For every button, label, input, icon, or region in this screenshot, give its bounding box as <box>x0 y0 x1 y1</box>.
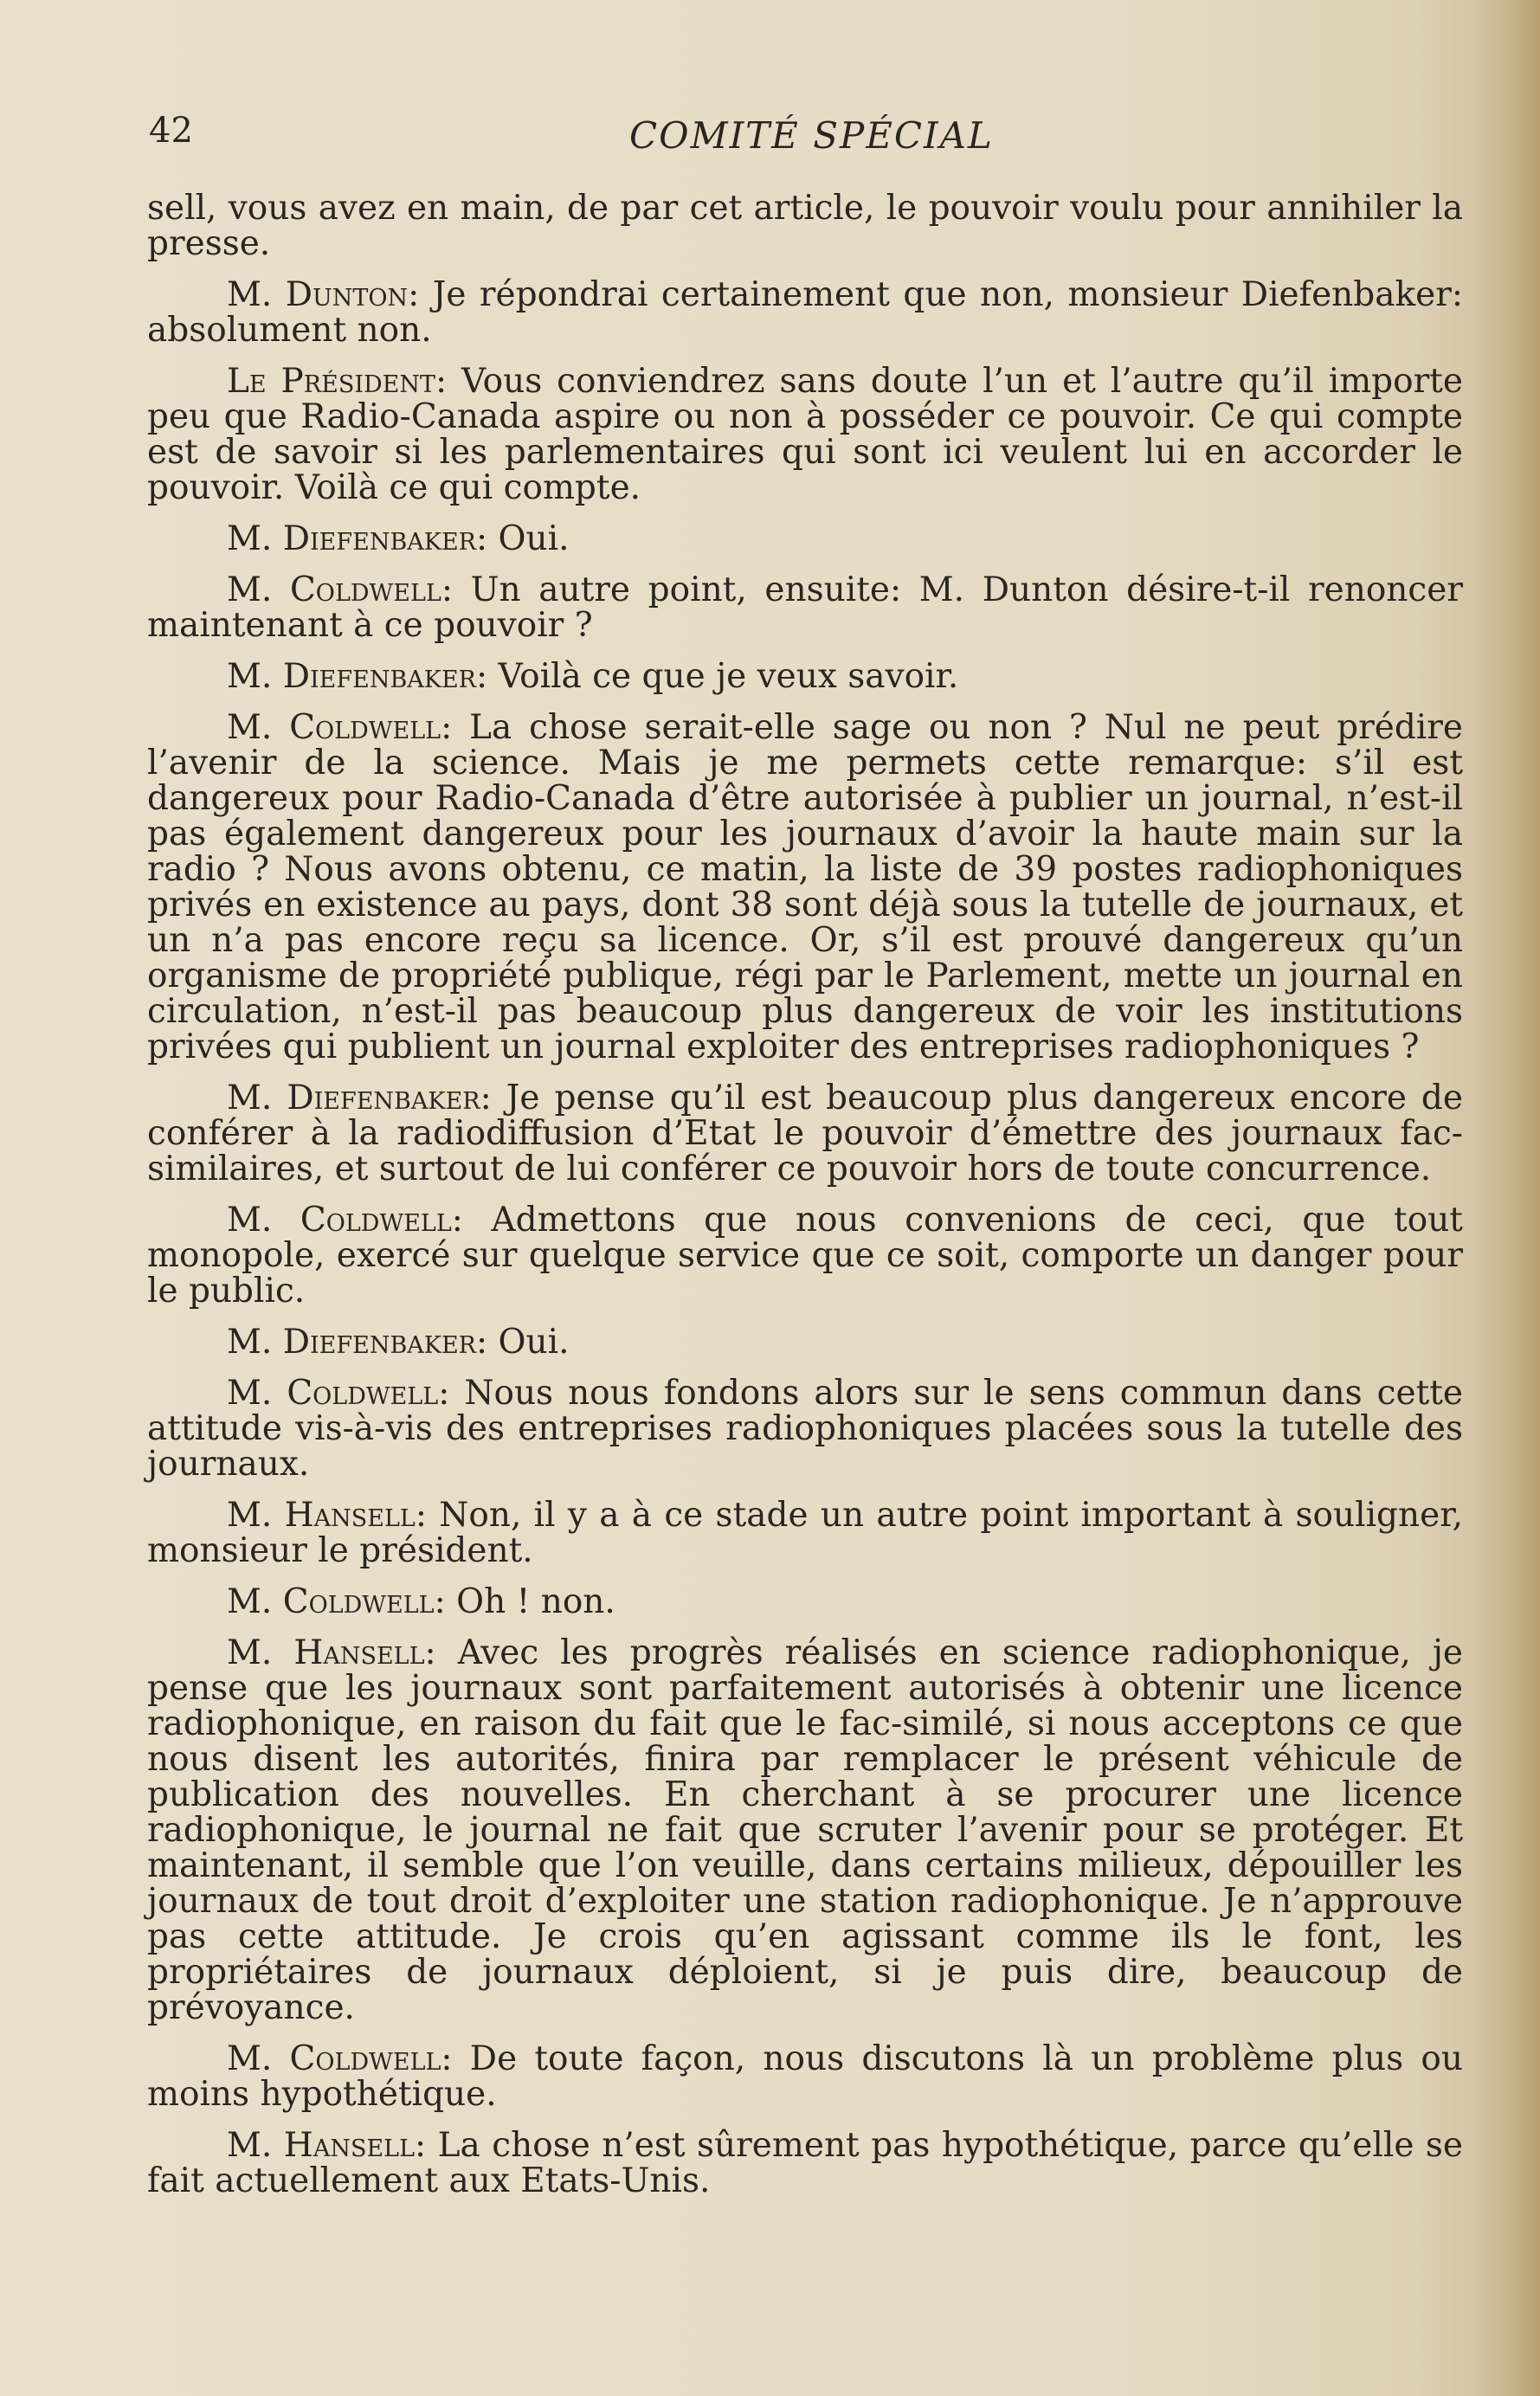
speaker-name: M. Coldwell: <box>227 1374 450 1413</box>
paragraph-text: Je répondrai certainement que non, monsieur Diefenbaker: absolument non. <box>147 275 1463 350</box>
paragraph <box>147 2128 1463 2199</box>
paragraph <box>147 521 1463 557</box>
paragraph <box>147 572 1463 643</box>
paragraph-text: De toute façon, nous discutons là un problème plus ou moins hypothétique. <box>147 2039 1463 2114</box>
paragraph-text: Vous conviendrez sans doute l’un et l’autre qu’il importe peu que Radio-Canada aspire ou non à posséder ce pouvoir. Ce qui compte est de savoir si les parlementaires qui sont ici veulent lui en accorder le pouvoir. Voilà ce qui compte. <box>147 362 1464 507</box>
speaker-name: M. Diefenbaker: <box>227 1079 492 1117</box>
paragraph <box>147 1324 1463 1360</box>
paragraph <box>147 710 1463 1065</box>
paragraph <box>147 659 1463 694</box>
paragraph-text: Un autre point, ensuite: M. Dunton désire-t-il renoncer maintenant à ce pouvoir ? <box>147 570 1463 645</box>
paragraph <box>147 1584 1463 1620</box>
paragraph <box>147 190 1463 261</box>
speaker-name: M. Hansell: <box>227 1633 436 1672</box>
paragraph-text: La chose serait-elle sage ou non ? Nul ne peut prédire l’avenir de la science. Mais je me permets cette remarque: s’il est dangereux pour Radio-Canada d’être autorisée à publier un journal, n’est-il pas également dangereux pour les journaux d’avoir la haute main sur la radio ? Nous avons obtenu, ce matin, la liste de 39 postes radiophoniques privés en existence au pays, dont 38 sont déjà sous la tutelle de journaux, et un n’a pas encore reçu sa licence. Or, s’il est prouvé dangereux qu’un organisme de propriété publique, régi par le Parlement, mette un journal en circulation, n’est-il pas beaucoup plus dangereux de voir les institutions privées qui publient un journal exploiter des entreprises radiophoniques ? <box>147 708 1463 1066</box>
paragraph <box>147 1202 1463 1309</box>
paragraph <box>147 1635 1463 2026</box>
speaker-name: Le Président: <box>227 362 448 401</box>
paragraph-text: Voilà ce que je veux savoir. <box>487 657 959 696</box>
paragraph-text: Oui. <box>487 1323 570 1362</box>
speaker-name: M. Coldwell: <box>227 2039 453 2078</box>
paragraph-text: Je pense qu’il est beaucoup plus dangereux encore de conférer à la radiodiffusion d’Etat le pouvoir d’émettre des journaux fac-similaires, et surtout de lui conférer ce pouvoir hors de toute concurrence. <box>147 1079 1463 1188</box>
speaker-name: M. Hansell: <box>227 2126 427 2165</box>
page-header <box>149 111 1447 163</box>
speaker-name: M. Coldwell: <box>227 1582 446 1621</box>
page-number: 42 <box>149 111 193 151</box>
paragraph-text: La chose n’est sûrement pas hypothétique, parce qu’elle se fait actuellement aux Etats-Unis. <box>147 2126 1463 2200</box>
paragraph-text: Nous nous fondons alors sur le sens commun dans cette attitude vis-à-vis des entreprises radiophoniques placées sous la tutelle des journaux. <box>147 1374 1463 1484</box>
speaker-name: M. Coldwell: <box>227 570 453 609</box>
speaker-name: M. Hansell: <box>227 1496 427 1535</box>
paragraph-text: Avec les progrès réalisés en science radiophonique, je pense que les journaux sont parfaitement autorisés à obtenir une licence radiophonique, en raison du fait que le fac-similé, si nous acceptons ce que nous disent les autorités, finira par remplacer le présent véhicule de publication des nouvelles. En cherchant à se procurer une licence radiophonique, le journal ne fait que scruter l’avenir pour se protéger. Et maintenant, il semble que l’on veuille, dans certains milieux, dépouiller les journaux de tout droit d’exploiter une station radiophonique. Je n’approuve pas cette attitude. Je crois qu’en agissant comme ils le font, les propriétaires de journaux déploient, si je puis dire, beaucoup de prévoyance. <box>147 1633 1463 2027</box>
paragraph-text: Oui. <box>487 519 570 558</box>
paragraph-text: Non, il y a à ce stade un autre point important à souligner, monsieur le président. <box>147 1496 1463 1570</box>
paragraph <box>147 277 1463 348</box>
speaker-name: M. Diefenbaker: <box>227 657 488 696</box>
speaker-name: M. Diefenbaker: <box>227 1323 488 1362</box>
paragraph-text: Admettons que nous convenions de ceci, que tout monopole, exercé sur quelque service que ce soit, comporte un danger pour le public. <box>147 1201 1463 1311</box>
running-title: COMITÉ SPÉCIAL <box>629 114 994 157</box>
page-spine-shadow <box>1479 0 1540 2396</box>
paragraph <box>147 1080 1463 1187</box>
paragraph <box>147 1498 1463 1568</box>
speaker-name: M. Coldwell: <box>227 1201 463 1240</box>
paragraph <box>147 2041 1463 2112</box>
paragraph <box>147 1375 1463 1482</box>
speaker-name: M. Dunton: <box>227 275 420 314</box>
paragraph-text: sell, vous avez en main, de par cet article, le pouvoir voulu pour annihiler la presse. <box>147 189 1463 263</box>
speaker-name: M. Diefenbaker: <box>227 519 488 558</box>
page-body <box>147 190 1463 2214</box>
paragraph-text: Oh ! non. <box>445 1582 615 1621</box>
speaker-name: M. Coldwell: <box>227 708 453 747</box>
paragraph <box>147 364 1463 506</box>
